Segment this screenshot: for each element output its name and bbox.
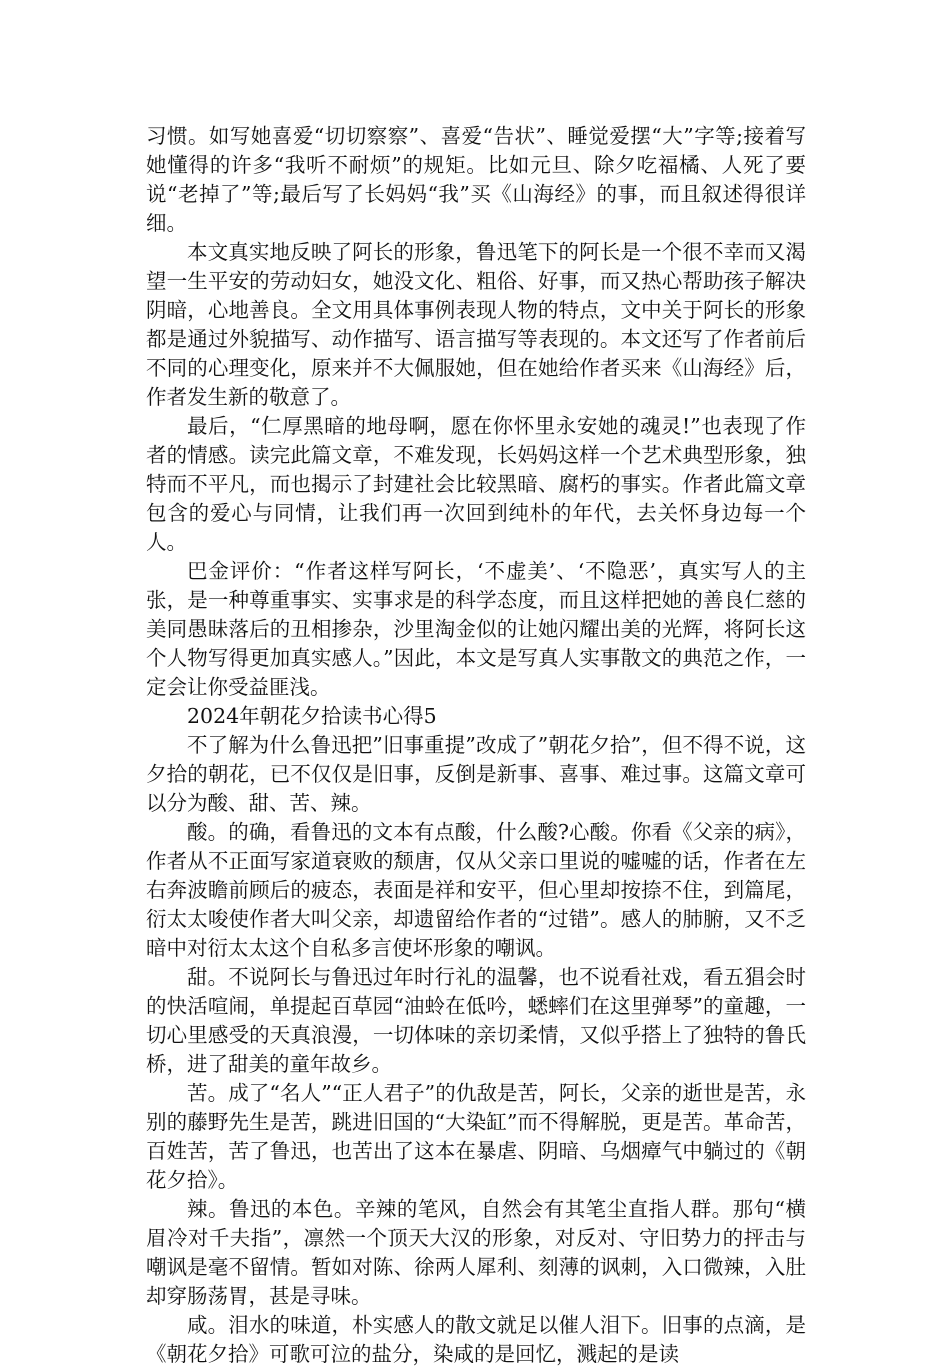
section-title: 2024年朝花夕拾读书心得5 [187, 704, 437, 728]
paragraph-author-emotion: 最后，“仁厚黑暗的地母啊，愿在你怀里永安她的魂灵!”也表现了作者的情感。读完此篇文章，不难发现，长妈妈这样一个艺术典型形象，独特而不平凡，而也揭示了封建社会比较黑暗、腐朽的事实。作者此篇文章包含的爱心与同情，让我们再一次回到纯朴的年代，去关怀身边每一个人。 [146, 414, 806, 554]
paragraph-sweet: 甜。不说阿长与鲁迅过年时行礼的温馨，也不说看社戏，看五猖会时的快活喧闹，单提起百草园“油蛉在低吟，蟋蟀们在这里弹琴”的童趣，一切心里感受的天真浪漫，一切体味的亲切柔情，又似乎搭上了独特的鲁氏桥，进了甜美的童年故乡。 [146, 965, 806, 1076]
paragraph-spicy: 辣。鲁迅的本色。辛辣的笔风，自然会有其笔尘直指人群。那句“横眉冷对千夫指”，凛然一个顶天大汉的形象，对反对、守旧势力的抨击与嘲讽是毫不留情。暂如对陈、徐两人犀利、刻薄的讽刺，入口微辣，入肚却穿肠荡胃，甚是寻味。 [146, 1197, 806, 1308]
paragraph-salty: 咸。泪水的味道，朴实感人的散文就足以催人泪下。旧事的点滴，是《朝花夕拾》可歌可泣的盐分，染咸的是回忆，溅起的是读 [146, 1313, 806, 1366]
paragraph-bajin-comment: 巴金评价：“作者这样写阿长，‘不虚美’、‘不隐恶’，真实写人的主张，是一种尊重事实、实事求是的科学态度，而且这样把她的善良仁慈的美同愚昧落后的丑相掺杂，沙里淘金似的让她闪耀出美的光辉，将阿长这个人物写得更加真实感人。”因此，本文是写真人实事散文的典范之作，一定会让你受益匪浅。 [146, 559, 806, 699]
paragraph-ah-chang-image: 本文真实地反映了阿长的形象，鲁迅笔下的阿长是一个很不幸而又渴望一生平安的劳动妇女，她没文化、粗俗、好事，而又热心帮助孩子解决阴暗，心地善良。全文用具体事例表现人物的特点，文中关于阿长的形象都是通过外貌描写、动作描写、语言描写等表现的。本文还写了作者前后不同的心理变化，原来并不大佩服她，但在她给作者买来《山海经》后，作者发生新的敬意了。 [146, 240, 806, 409]
paragraph-intro: 不了解为什么鲁迅把”旧事重提”改成了”朝花夕拾”，但不得不说，这夕拾的朝花，已不仅仅是旧事，反倒是新事、喜事、难过事。这篇文章可以分为酸、甜、苦、辣。 [146, 733, 806, 815]
paragraph-continuation: 习惯。如写她喜爱“切切察察”、喜爱“告状”、睡觉爱摆“大”字等;接着写她懂得的许多“我听不耐烦”的规矩。比如元旦、除夕吃福橘、人死了要说“老掉了”等;最后写了长妈妈“我”买《山海经》的事，而且叙述得很详细。 [146, 124, 806, 235]
document-page [146, 122, 806, 1369]
paragraph-bitter: 苦。成了“名人”“正人君子”的仇敌是苦，阿长，父亲的逝世是苦，永别的藤野先生是苦，跳进旧国的“大染缸”而不得解脱，更是苦。革命苦，百姓苦，苦了鲁迅，也苦出了这本在暴虐、阴暗、乌烟瘴气中躺过的《朝花夕拾》。 [146, 1081, 806, 1192]
paragraph-sour: 酸。的确，看鲁迅的文本有点酸，什么酸?心酸。你看《父亲的病》，作者从不正面写家道衰败的颓唐，仅从父亲口里说的嘘嘘的话，作者在左右奔波瞻前顾后的疲态，表面是祥和安平，但心里却按捺不住，到篇尾，衍太太唆使作者大叫父亲，却遗留给作者的“过错”。感人的肺腑，又不乏暗中对衍太太这个自私多言使坏形象的嘲讽。 [146, 820, 806, 960]
